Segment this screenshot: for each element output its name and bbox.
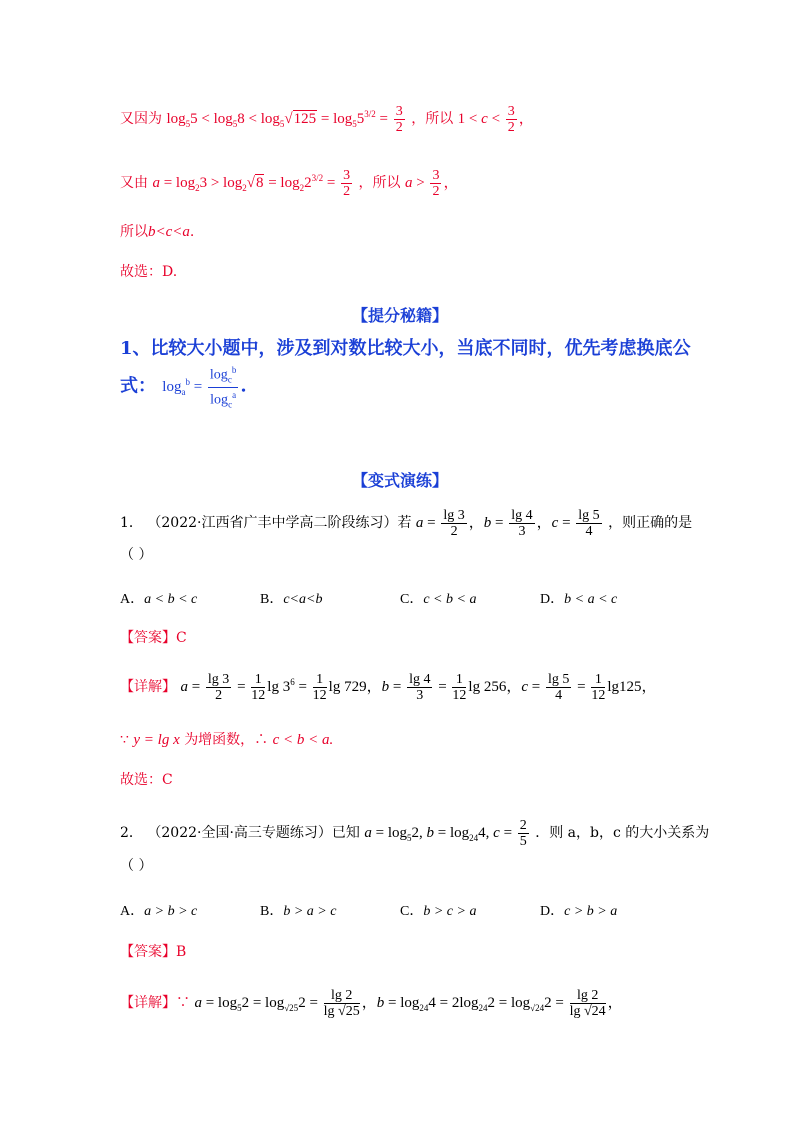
q1-answer: 【答案】C xyxy=(120,630,187,646)
change-of-base-formula: $\log_a^b$ = $\frac{\log_c^b}{\log_c^a}$ xyxy=(162,365,237,410)
line2-mid: ，所以 xyxy=(358,175,401,191)
question-1: 1． （2022·江西省广丰中学高二阶段练习）若 a = $\frac{\lg 3}{2}$ ，b = $\frac{\lg 4}{3}$ ，c = $\frac{\lg 5}{4}$ ，则正确的是 xyxy=(120,508,693,539)
tip-heading: 【提分秘籍】 xyxy=(351,306,448,325)
solution-line-3: 所以b<c<a. xyxy=(120,224,195,240)
line3-expr: b<c<a xyxy=(148,224,190,240)
q1-paren: （ ） xyxy=(120,547,153,563)
q2-paren: （ ） xyxy=(120,858,153,874)
tip-text: 1、比较大小题中，涉及到对数比较大小，当底不同时，优先考虑换底公式： $\log_a^b$ = $\frac{\log_c^b}{\log_c^a}$ . xyxy=(120,338,691,410)
q2-detail: 【详解】∵ $a = \log_52 = \log_{√25}2$ = $\frac{\lg 2}{\lg √25}$ ，$b = \log_{24}4 = 2\log_{24}2 = \log_{√24}2$ = $\frac{\lg 2}{\lg √24}$ ， xyxy=(120,988,623,1019)
q2-answer: 【答案】B xyxy=(120,944,187,960)
q1-choose: 故选：C xyxy=(120,772,173,788)
q1-option-b[interactable]: B．c<a<b xyxy=(260,592,323,607)
line1-mid: ，所以 xyxy=(411,111,454,127)
line2-math: $a = \log_23 > \log_2√8 = \log_22^{3/2}$ = $\frac{3}{2}$ xyxy=(152,168,351,200)
solution-line-4: 故选：D. xyxy=(120,264,178,280)
q2-option-a[interactable]: A．a > b > c xyxy=(120,904,198,919)
practice-heading: 【变式演练】 xyxy=(351,471,448,490)
q2-option-b[interactable]: B．b > a > c xyxy=(260,904,337,919)
q2-option-c[interactable]: C．b > c > a xyxy=(400,904,477,919)
line1-math: $\log_55 < \log_58 < \log_5√125 = \log_55^{3/2}$ = $\frac{3}{2}$ xyxy=(166,104,403,136)
line2-prefix: 又由 xyxy=(120,175,148,191)
question-number: 1． xyxy=(120,514,143,531)
q1-option-c[interactable]: C．c < b < a xyxy=(400,592,477,607)
question-2: 2． （2022·全国·高三专题练习）已知 $a = \log_52$, $b = \log_{24}4$, c = $\frac{2}{5}$ ．则 a，b，c 的大小关系为 xyxy=(120,818,710,849)
q1-reason: ∵ y = lg x 为增函数，∴ c < b < a. xyxy=(120,732,334,748)
solution-line-2: 又由 $a = \log_23 > \log_2√8 = \log_22^{3/2}$ = $\frac{3}{2}$ ，所以 a > $\frac{3}{2}$ ， xyxy=(120,168,459,200)
question-source: （2022·江西省广丰中学高二阶段练习）若 xyxy=(147,514,412,531)
q1-option-d[interactable]: D．b < a < c xyxy=(540,592,618,607)
line1-prefix: 又因为 xyxy=(120,111,162,127)
solution-line-1: 又因为 $\log_55 < \log_58 < \log_5√125 = \log_55^{3/2}$ = $\frac{3}{2}$ ，所以 1 < c < $\frac{3}{2}$ ， xyxy=(120,104,534,136)
q1-option-a[interactable]: A．a < b < c xyxy=(120,592,198,607)
q2-option-d[interactable]: D．c > b > a xyxy=(540,904,618,919)
q1-detail: 【详解】 a = $\frac{\lg 3}{2}$ = $\frac{1}{12}$ $\lg 3^6$ = $\frac{1}{12}$ lg 729，b = $\frac{\lg 4}{3}$ = $\frac{1}{12}$ lg 256，c = $\frac{\lg 5}{4}$ = $\frac{1}{12}$ lg125， xyxy=(120,672,657,704)
